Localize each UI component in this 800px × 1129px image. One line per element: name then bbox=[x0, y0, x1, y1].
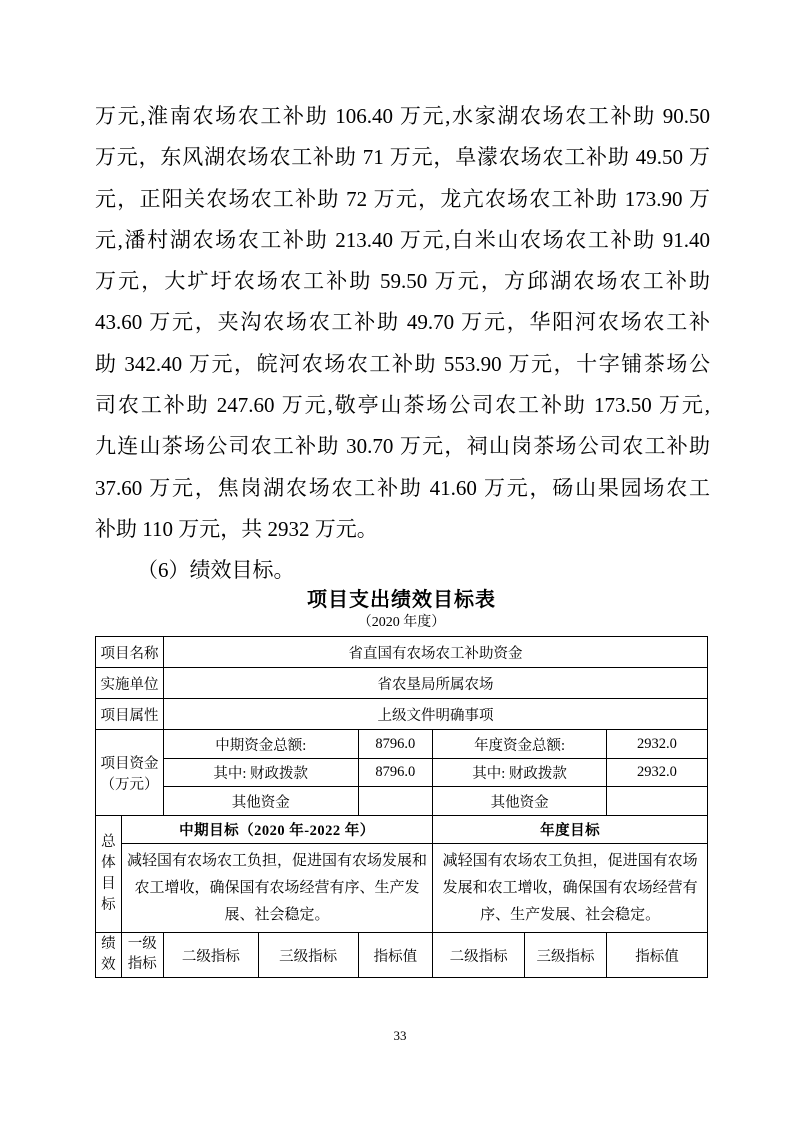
table-title: 项目支出绩效目标表 bbox=[307, 589, 496, 611]
body-line: 元，正阳关农场农工补助 72 万元，龙亢农场农工补助 173.90 万 bbox=[95, 186, 710, 211]
implementing-unit-value: 省农垦局所属农场 bbox=[163, 668, 707, 699]
level2-indicator-header-mid: 二级指标 bbox=[163, 933, 258, 978]
indicator-value-header-mid: 指标值 bbox=[358, 933, 433, 978]
level1-indicator-text: 一级指标 bbox=[127, 936, 157, 973]
project-attribute-value: 上级文件明确事项 bbox=[163, 699, 707, 730]
mid-goal-text: 减轻国有农场农工负担，促进国有农场发展和农工增收，确保国有农场经营有序、生产发展、社会稳定。 bbox=[121, 844, 432, 933]
performance-label bbox=[96, 933, 122, 978]
body-line: 万元，东风湖农场农工补助 71 万元，阜濛农场农工补助 49.50 万 bbox=[95, 145, 710, 170]
annual-fiscal-label: 其中: 财政拨款 bbox=[433, 759, 607, 787]
mid-total-label: 中期资金总额: bbox=[163, 730, 358, 759]
mid-goal-header: 中期目标（2020 年-2022 年） bbox=[121, 816, 432, 844]
body-line: 司农工补助 247.60 万元,敬亭山茶场公司农工补助 173.50 万元, bbox=[95, 393, 710, 418]
body-line: 九连山茶场公司农工补助 30.70 万元，祠山岗茶场公司农工补助 bbox=[95, 434, 710, 459]
annual-goal-header: 年度目标 bbox=[433, 816, 708, 844]
level3-indicator-header-mid: 三级指标 bbox=[258, 933, 358, 978]
body-line: 元,潘村湖农场农工补助 213.40 万元,白米山农场农工补助 91.40 bbox=[95, 227, 710, 252]
table-subtitle: （2020 年度） bbox=[357, 615, 446, 630]
mid-fiscal-value: 8796.0 bbox=[358, 759, 433, 787]
annual-other-label: 其他资金 bbox=[433, 787, 607, 816]
annual-goal-text: 减轻国有农场农工负担，促进国有农场发展和农工增收，确保国有农场经营有序、生产发展、社会稳定。 bbox=[433, 844, 708, 933]
body-paragraph bbox=[95, 96, 710, 550]
mid-fiscal-label: 其中: 财政拨款 bbox=[163, 759, 358, 787]
annual-total-value: 2932.0 bbox=[606, 730, 707, 759]
project-funds-label: 项目资金（万元） bbox=[96, 730, 164, 816]
overall-goal-label-text: 总体目标 bbox=[101, 833, 116, 914]
project-attribute-label: 项目属性 bbox=[96, 699, 164, 730]
body-line: 万元，大圹圩农场农工补助 59.50 万元，方邱湖农场农工补助 bbox=[95, 269, 710, 294]
body-line: 补助 110 万元，共 2932 万元。 bbox=[95, 516, 378, 541]
page-number: 33 bbox=[393, 1028, 407, 1043]
annual-other-value bbox=[606, 787, 707, 816]
level1-indicator-header bbox=[121, 933, 163, 978]
level3-indicator-header-annual: 三级指标 bbox=[524, 933, 606, 978]
body-line: 37.60 万元，焦岗湖农场农工补助 41.60 万元，砀山果园场农工 bbox=[95, 475, 710, 500]
project-name-value: 省直国有农场农工补助资金 bbox=[163, 637, 707, 668]
performance-goal-table bbox=[95, 636, 708, 978]
overall-goal-label bbox=[96, 816, 122, 933]
annual-total-label: 年度资金总额: bbox=[433, 730, 607, 759]
body-line: 助 342.40 万元，皖河农场农工补助 553.90 万元，十字铺茶场公 bbox=[95, 351, 710, 376]
section-heading: （6）绩效目标。 bbox=[137, 558, 295, 582]
mid-other-value bbox=[358, 787, 433, 816]
project-name-label: 项目名称 bbox=[96, 637, 164, 668]
body-line: 万元,淮南农场农工补助 106.40 万元,水家湖农场农工补助 90.50 bbox=[95, 104, 710, 128]
performance-label-text: 绩效 bbox=[101, 936, 116, 974]
indicator-value-header-annual: 指标值 bbox=[606, 933, 707, 978]
level2-indicator-header-annual: 二级指标 bbox=[433, 933, 525, 978]
annual-fiscal-value: 2932.0 bbox=[606, 759, 707, 787]
mid-total-value: 8796.0 bbox=[358, 730, 433, 759]
mid-other-label: 其他资金 bbox=[163, 787, 358, 816]
implementing-unit-label: 实施单位 bbox=[96, 668, 164, 699]
body-line: 43.60 万元，夹沟农场农工补助 49.70 万元，华阳河农场农工补 bbox=[95, 310, 710, 335]
